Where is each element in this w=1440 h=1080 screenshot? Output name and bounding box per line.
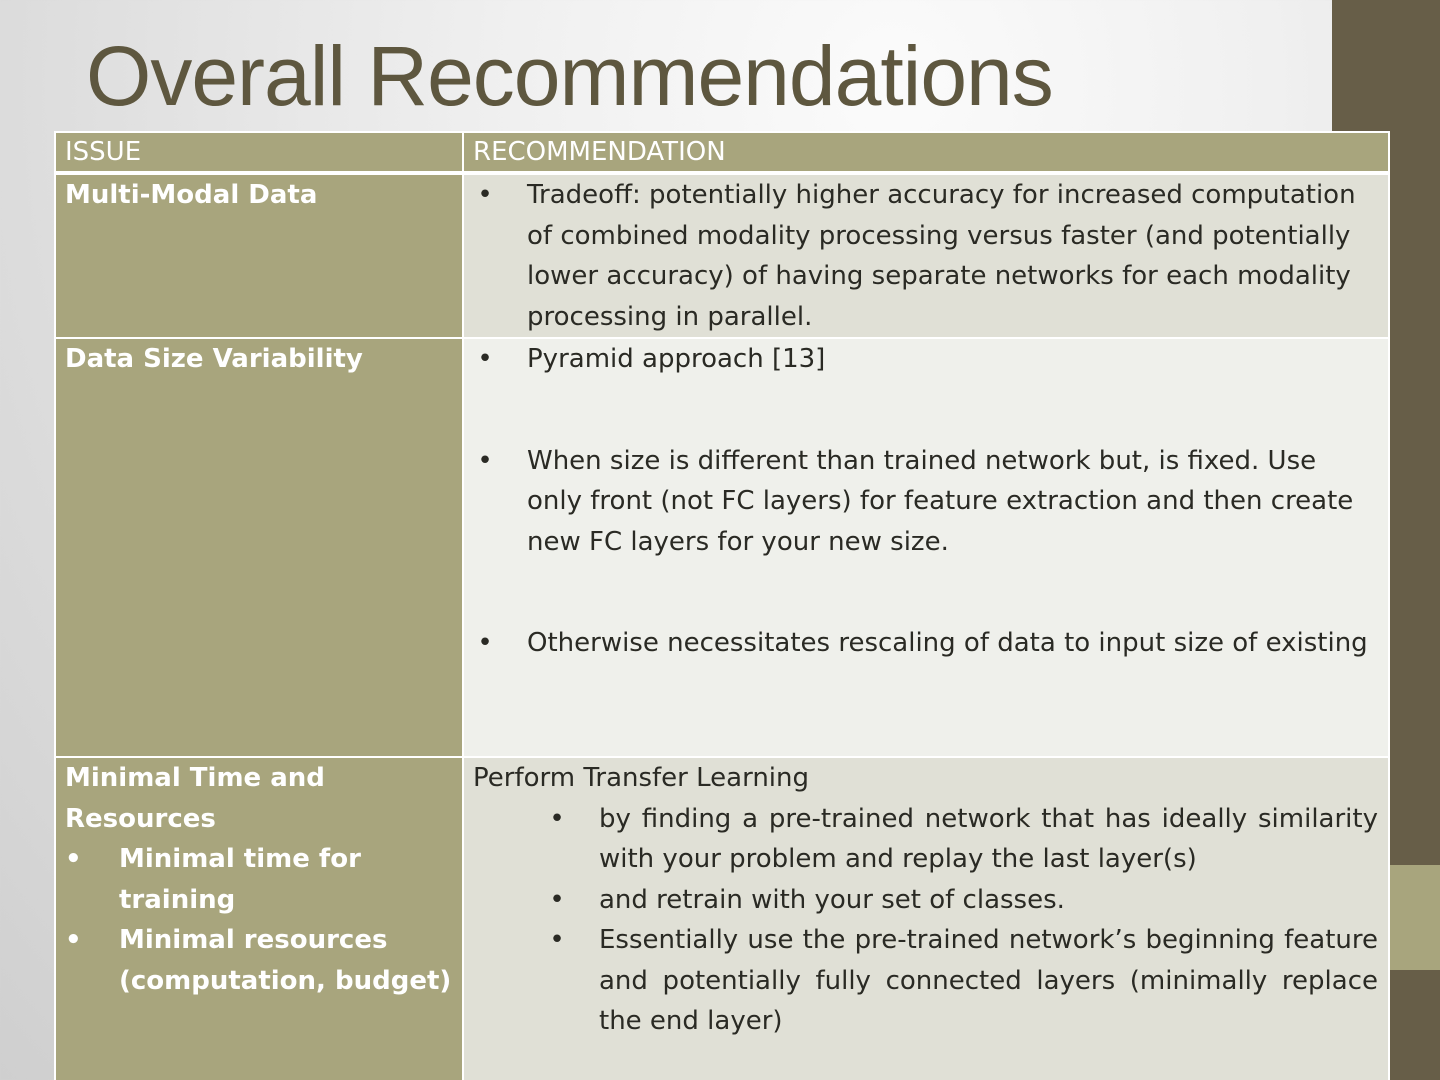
table-row [55,338,1389,757]
table-row [55,757,1389,1080]
bullet-icon: • [477,344,493,374]
side-accent-block [1386,865,1440,970]
recommendation-cell [463,338,1389,757]
recommendation-list [473,339,1378,664]
recommendation-cell [463,173,1389,338]
list-item [473,441,1378,563]
list-item [545,880,1378,921]
recommendation-list [473,799,1378,1042]
list-item-text: Essentially use the pre-trained network’s beginning feature and potentially fully connected layers (minimally replace the end layer) [599,925,1378,1036]
list-item-text: When size is different than trained network but, is fixed. Use only front (not FC layers) for feature extraction and then create new FC layers for your new size. [527,445,1354,557]
list-spacer [473,562,1378,623]
list-item [473,623,1378,664]
bullet-icon: • [549,803,565,834]
list-item-text: Otherwise necessitates rescaling of data to input size of existing [527,628,1368,658]
list-spacer [473,380,1378,441]
recommendations-table [54,131,1390,1080]
issue-cell [55,173,463,338]
issue-label: Data Size Variability [65,344,363,374]
list-item-text: Minimal resources (computation, budget) [119,925,452,996]
list-item [65,839,452,920]
table-header-row [55,132,1389,173]
bullet-icon: • [477,445,493,476]
bullet-icon: • [65,844,82,874]
issue-label: Multi-Modal Data [65,180,318,210]
bullet-icon: • [549,925,565,955]
list-item-text: and retrain with your set of classes. [599,884,1065,915]
list-item [473,175,1378,337]
bullet-icon: • [65,925,82,955]
issue-sublist [65,839,452,1001]
recommendation-intro: Perform Transfer Learning [473,763,810,793]
bullet-icon: • [477,628,493,658]
recommendation-cell [463,757,1389,1080]
list-item-text: Pyramid approach [13] [527,344,826,374]
header-recommendation: RECOMMENDATION [463,132,1389,173]
list-item [65,920,452,1001]
list-item-text: Minimal time for training [119,844,361,915]
list-item-text: by finding a pre-trained network that has ideally similarity with your problem and replay the last layer(s) [599,803,1378,874]
header-issue: ISSUE [55,132,463,173]
list-item-text: Tradeoff: potentially higher accuracy for increased computation of combined modality processing versus faster (and potentially lower accuracy) of having separate networks for each modality processing in parallel. [527,180,1356,332]
bullet-icon: • [477,180,493,210]
slide-title: Overall Recommendations [86,29,1053,123]
list-item [545,920,1378,1042]
table-row [55,173,1389,338]
list-item [473,339,1378,380]
issue-label: Minimal Time and Resources [65,763,325,834]
recommendation-list [473,175,1378,337]
bullet-icon: • [549,884,565,915]
list-item [545,799,1378,880]
issue-cell [55,338,463,757]
issue-cell [55,757,463,1080]
